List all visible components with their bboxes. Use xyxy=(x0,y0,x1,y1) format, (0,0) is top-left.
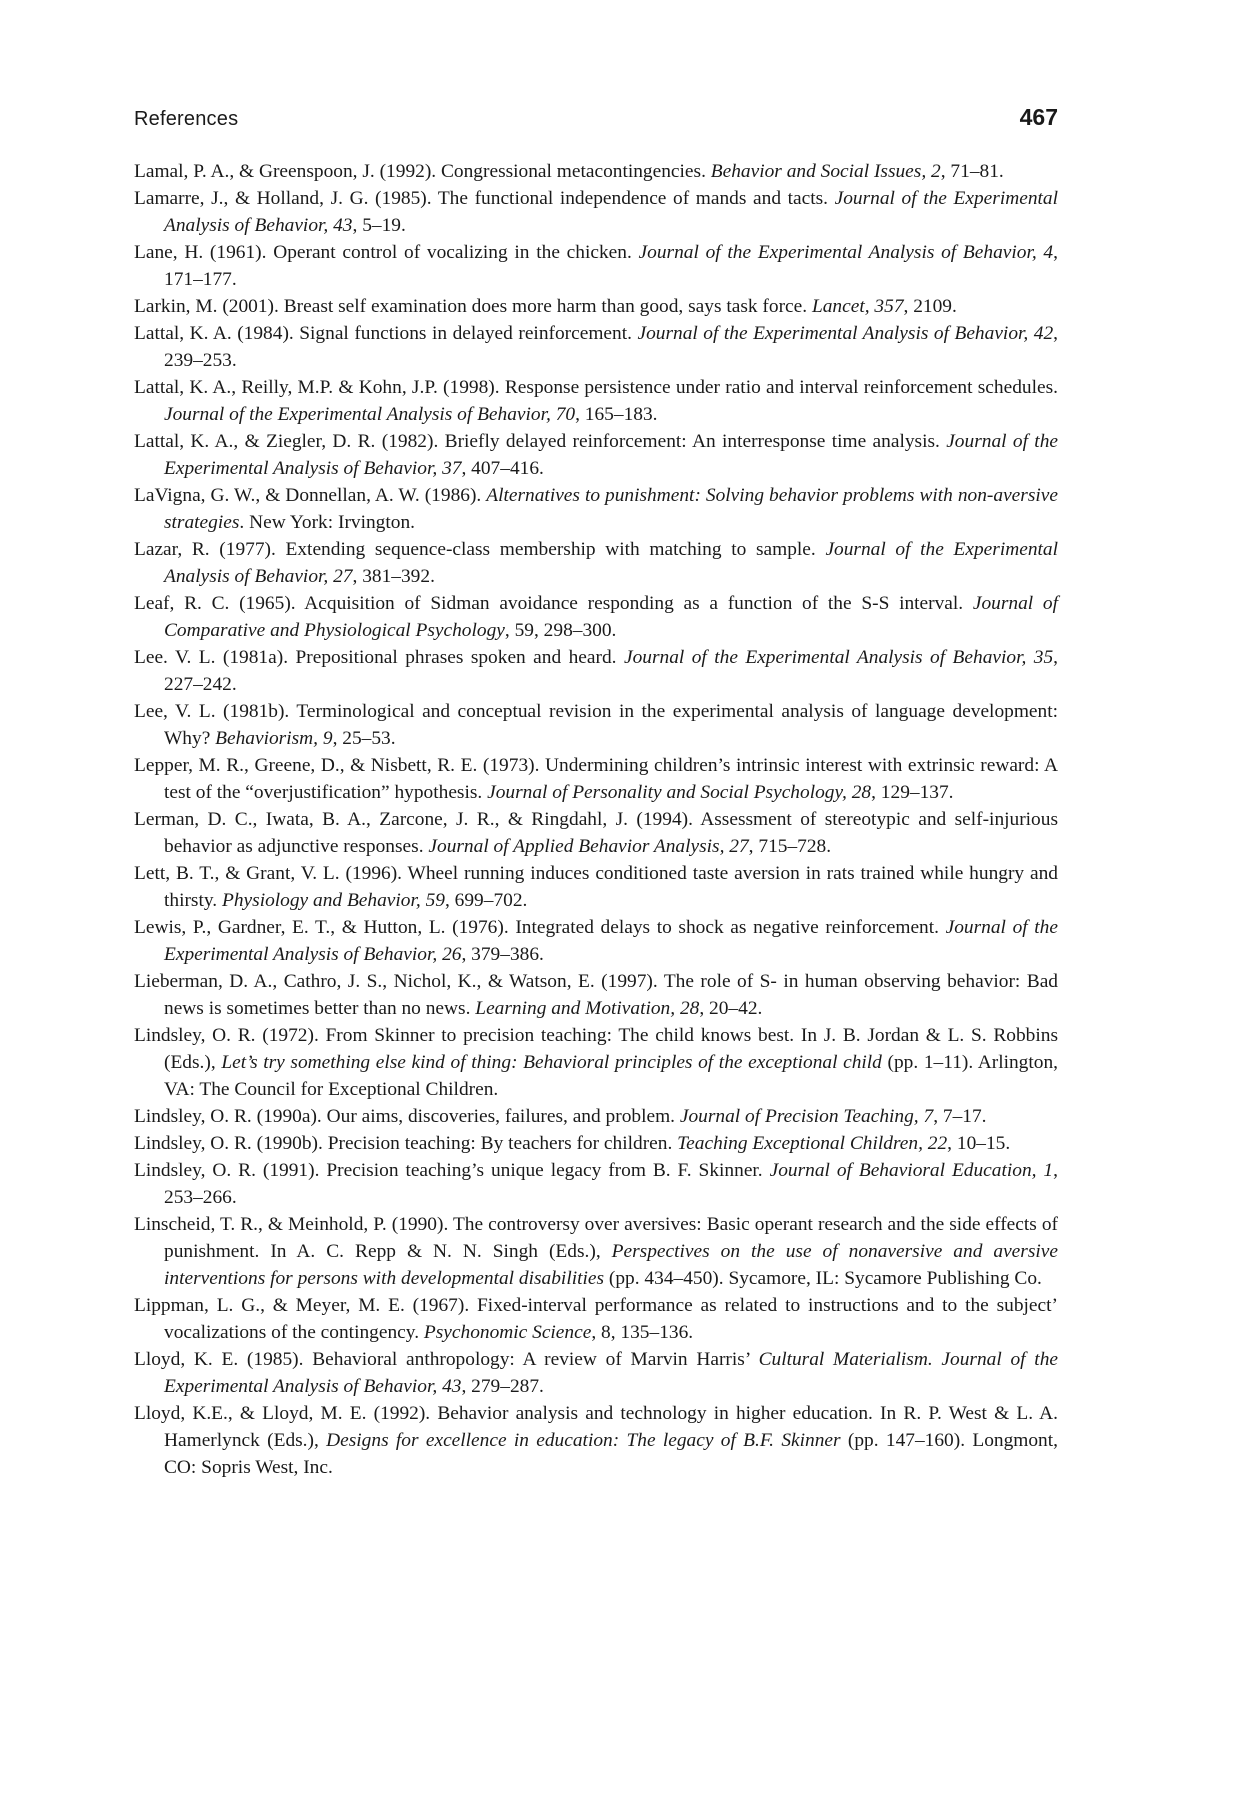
reference-text: , 7–17. xyxy=(933,1106,987,1127)
reference-text: , 25–53. xyxy=(332,728,396,749)
reference-entry xyxy=(134,1103,1058,1130)
reference-text: Lindsley, O. R. (1991). Precision teaching’s unique legacy from B. F. Skinner. xyxy=(134,1160,770,1181)
reference-text: Lett, B. T., & Grant, V. L. (1996). Wheel running induces conditioned taste aversion in rats trained while hungry and thirsty. xyxy=(134,863,1058,911)
reference-entry xyxy=(134,1292,1058,1346)
reference-text: , 8, 135–136. xyxy=(591,1322,694,1343)
reference-source: Journal of Precision Teaching, 7 xyxy=(679,1106,934,1127)
reference-text: , 5–19. xyxy=(352,215,406,236)
reference-text: Lazar, R. (1977). Extending sequence-class membership with matching to sample. xyxy=(134,539,826,560)
reference-entry xyxy=(134,644,1058,698)
reference-entry xyxy=(134,1400,1058,1481)
reference-source: Journal of Comparative and Physiological Psychology xyxy=(164,593,1058,641)
reference-text: Lamal, P. A., & Greenspoon, J. (1992). Congressional metacontingencies. xyxy=(134,161,711,182)
reference-entry xyxy=(134,239,1058,293)
reference-source: Behavior and Social Issues, 2 xyxy=(710,161,941,182)
page xyxy=(134,104,1058,1481)
reference-text: LaVigna, G. W., & Donnellan, A. W. (1986). xyxy=(134,485,487,506)
running-head xyxy=(134,104,1058,148)
reference-entry xyxy=(134,590,1058,644)
reference-entry xyxy=(134,428,1058,482)
reference-entry xyxy=(134,968,1058,1022)
reference-text: , 165–183. xyxy=(575,404,658,425)
reference-source: Teaching Exceptional Children, 22 xyxy=(677,1133,948,1154)
reference-text: Lattal, K. A., Reilly, M.P. & Kohn, J.P. (1998). Response persistence under ratio and interval reinforcement schedules. xyxy=(134,377,1058,398)
reference-source: Alternatives to punishment: Solving behavior problems with non-aversive strategies xyxy=(164,485,1058,533)
reference-source: Learning and Motivation, 28 xyxy=(475,998,700,1019)
reference-text: , 715–728. xyxy=(748,836,832,857)
reference-source: Let’s try something else kind of thing: Behavioral principles of the exceptional child xyxy=(221,1052,882,1073)
reference-entry xyxy=(134,374,1058,428)
reference-text: , 10–15. xyxy=(947,1133,1011,1154)
reference-entry xyxy=(134,185,1058,239)
reference-entry xyxy=(134,1211,1058,1292)
reference-list xyxy=(134,158,1058,1481)
reference-entry xyxy=(134,158,1058,185)
reference-text: Lee. V. L. (1981a). Prepositional phrases spoken and heard. xyxy=(134,647,624,668)
reference-entry xyxy=(134,293,1058,320)
reference-text: , 20–42. xyxy=(699,998,763,1019)
reference-text: , 71–81. xyxy=(940,161,1004,182)
reference-text: Lattal, K. A. (1984). Signal functions in delayed reinforcement. xyxy=(134,323,638,344)
reference-text: , 279–287. xyxy=(461,1376,544,1397)
reference-source: Psychonomic Science xyxy=(423,1322,592,1343)
reference-entry xyxy=(134,806,1058,860)
reference-text: , 407–416. xyxy=(461,458,544,479)
reference-source: Journal of the Experimental Analysis of Behavior, 4 xyxy=(638,242,1054,263)
reference-text: . New York: Irvington. xyxy=(239,512,415,533)
reference-text: Linscheid, T. R., & Meinhold, P. (1990). The controversy over aversives: Basic operant research and the side effects of punishment. In A. C. Repp & N. N. Singh (Eds.), xyxy=(134,1214,1058,1262)
reference-source: Journal of the Experimental Analysis of Behavior, 37 xyxy=(164,431,1058,479)
reference-source: Journal of the Experimental Analysis of Behavior, 27 xyxy=(164,539,1058,587)
reference-entry xyxy=(134,320,1058,374)
reference-source: Lancet, 357 xyxy=(811,296,904,317)
reference-text: (pp. 147–160). Longmont, CO: Sopris West, Inc. xyxy=(164,1430,1058,1478)
reference-text: , 253–266. xyxy=(164,1160,1058,1208)
reference-source: Journal of the Experimental Analysis of Behavior, 70 xyxy=(164,404,576,425)
reference-text: Lane, H. (1961). Operant control of vocalizing in the chicken. xyxy=(134,242,639,263)
reference-text: Lloyd, K.E., & Lloyd, M. E. (1992). Behavior analysis and technology in higher education. In R. P. West & L. A. Hamerlynck (Eds.), xyxy=(134,1403,1058,1451)
reference-text: Lindsley, O. R. (1990a). Our aims, discoveries, failures, and problem. xyxy=(134,1106,680,1127)
reference-text: , 381–392. xyxy=(352,566,435,587)
reference-entry xyxy=(134,1346,1058,1400)
reference-entry xyxy=(134,752,1058,806)
reference-text: Lattal, K. A., & Ziegler, D. R. (1982). Briefly delayed reinforcement: An interresponse time analysis. xyxy=(134,431,947,452)
reference-text: Lerman, D. C., Iwata, B. A., Zarcone, J. R., & Ringdahl, J. (1994). Assessment of stereotypic and self-injurious behavior as adjunctive responses. xyxy=(134,809,1058,857)
reference-text: Lieberman, D. A., Cathro, J. S., Nichol, K., & Watson, E. (1997). The role of S- in human observing behavior: Bad news is sometimes better than no news. xyxy=(134,971,1058,1019)
reference-text: , 699–702. xyxy=(444,890,528,911)
reference-text: , 227–242. xyxy=(164,647,1059,695)
reference-entry xyxy=(134,1157,1058,1211)
reference-text: Lepper, M. R., Greene, D., & Nisbett, R. E. (1973). Undermining children’s intrinsic interest with extrinsic reward: A test of the “overjustification” hypothesis. xyxy=(134,755,1058,803)
reference-entry xyxy=(134,698,1058,752)
reference-text: Larkin, M. (2001). Breast self examination does more harm than good, says task force. xyxy=(134,296,812,317)
reference-source: Perspectives on the use of nonaversive and aversive interventions for persons with developmental disabilities xyxy=(164,1241,1058,1289)
reference-text: (pp. 1–11). Arlington, VA: The Council for Exceptional Children. xyxy=(164,1052,1058,1100)
reference-source: Cultural Materialism. Journal of the Experimental Analysis of Behavior, 43 xyxy=(164,1349,1058,1397)
page-number: 467 xyxy=(1019,104,1058,130)
reference-text: , 2109. xyxy=(903,296,957,317)
section-title: References xyxy=(134,108,239,130)
reference-source: Journal of the Experimental Analysis of Behavior, 26 xyxy=(164,917,1058,965)
reference-source: Journal of Applied Behavior Analysis, 27 xyxy=(428,836,749,857)
reference-source: Designs for excellence in education: The legacy of B.F. Skinner xyxy=(326,1430,841,1451)
reference-source: Journal of the Experimental Analysis of Behavior, 42 xyxy=(637,323,1054,344)
reference-entry xyxy=(134,1130,1058,1157)
reference-entry xyxy=(134,482,1058,536)
reference-text: Leaf, R. C. (1965). Acquisition of Sidman avoidance responding as a function of the S-S interval. xyxy=(134,593,973,614)
reference-source: Journal of Personality and Social Psychology, 28 xyxy=(487,782,872,803)
reference-source: Physiology and Behavior, 59 xyxy=(222,890,445,911)
reference-entry xyxy=(134,914,1058,968)
reference-source: Journal of Behavioral Education, 1 xyxy=(769,1160,1054,1181)
reference-entry xyxy=(134,860,1058,914)
reference-text: Lamarre, J., & Holland, J. G. (1985). The functional independence of mands and tacts. xyxy=(134,188,835,209)
reference-entry xyxy=(134,1022,1058,1103)
reference-text: , 129–137. xyxy=(871,782,954,803)
reference-text: Lee, V. L. (1981b). Terminological and conceptual revision in the experimental analysis of language development: Why? xyxy=(134,701,1058,749)
reference-source: Journal of the Experimental Analysis of Behavior, 35 xyxy=(623,647,1054,668)
reference-text: , 239–253. xyxy=(164,323,1059,371)
reference-source: Behaviorism, 9 xyxy=(215,728,333,749)
reference-text: Lloyd, K. E. (1985). Behavioral anthropology: A review of Marvin Harris’ xyxy=(134,1349,759,1370)
reference-text: Lindsley, O. R. (1972). From Skinner to precision teaching: The child knows best. In J. B. Jordan & L. S. Robbins (Eds.), xyxy=(134,1025,1058,1073)
reference-text: Lewis, P., Gardner, E. T., & Hutton, L. (1976). Integrated delays to shock as negative reinforcement. xyxy=(134,917,946,938)
reference-text: , 171–177. xyxy=(164,242,1058,290)
reference-text: , 379–386. xyxy=(461,944,544,965)
reference-entry xyxy=(134,536,1058,590)
reference-text: (pp. 434–450). Sycamore, IL: Sycamore Publishing Co. xyxy=(604,1268,1042,1289)
reference-text: , 59, 298–300. xyxy=(504,620,617,641)
reference-source: Journal of the Experimental Analysis of Behavior, 43 xyxy=(164,188,1058,236)
reference-text: Lindsley, O. R. (1990b). Precision teaching: By teachers for children. xyxy=(134,1133,678,1154)
reference-text: Lippman, L. G., & Meyer, M. E. (1967). Fixed-interval performance as related to instructions and to the subject’ vocalizations of the contingency. xyxy=(134,1295,1058,1343)
